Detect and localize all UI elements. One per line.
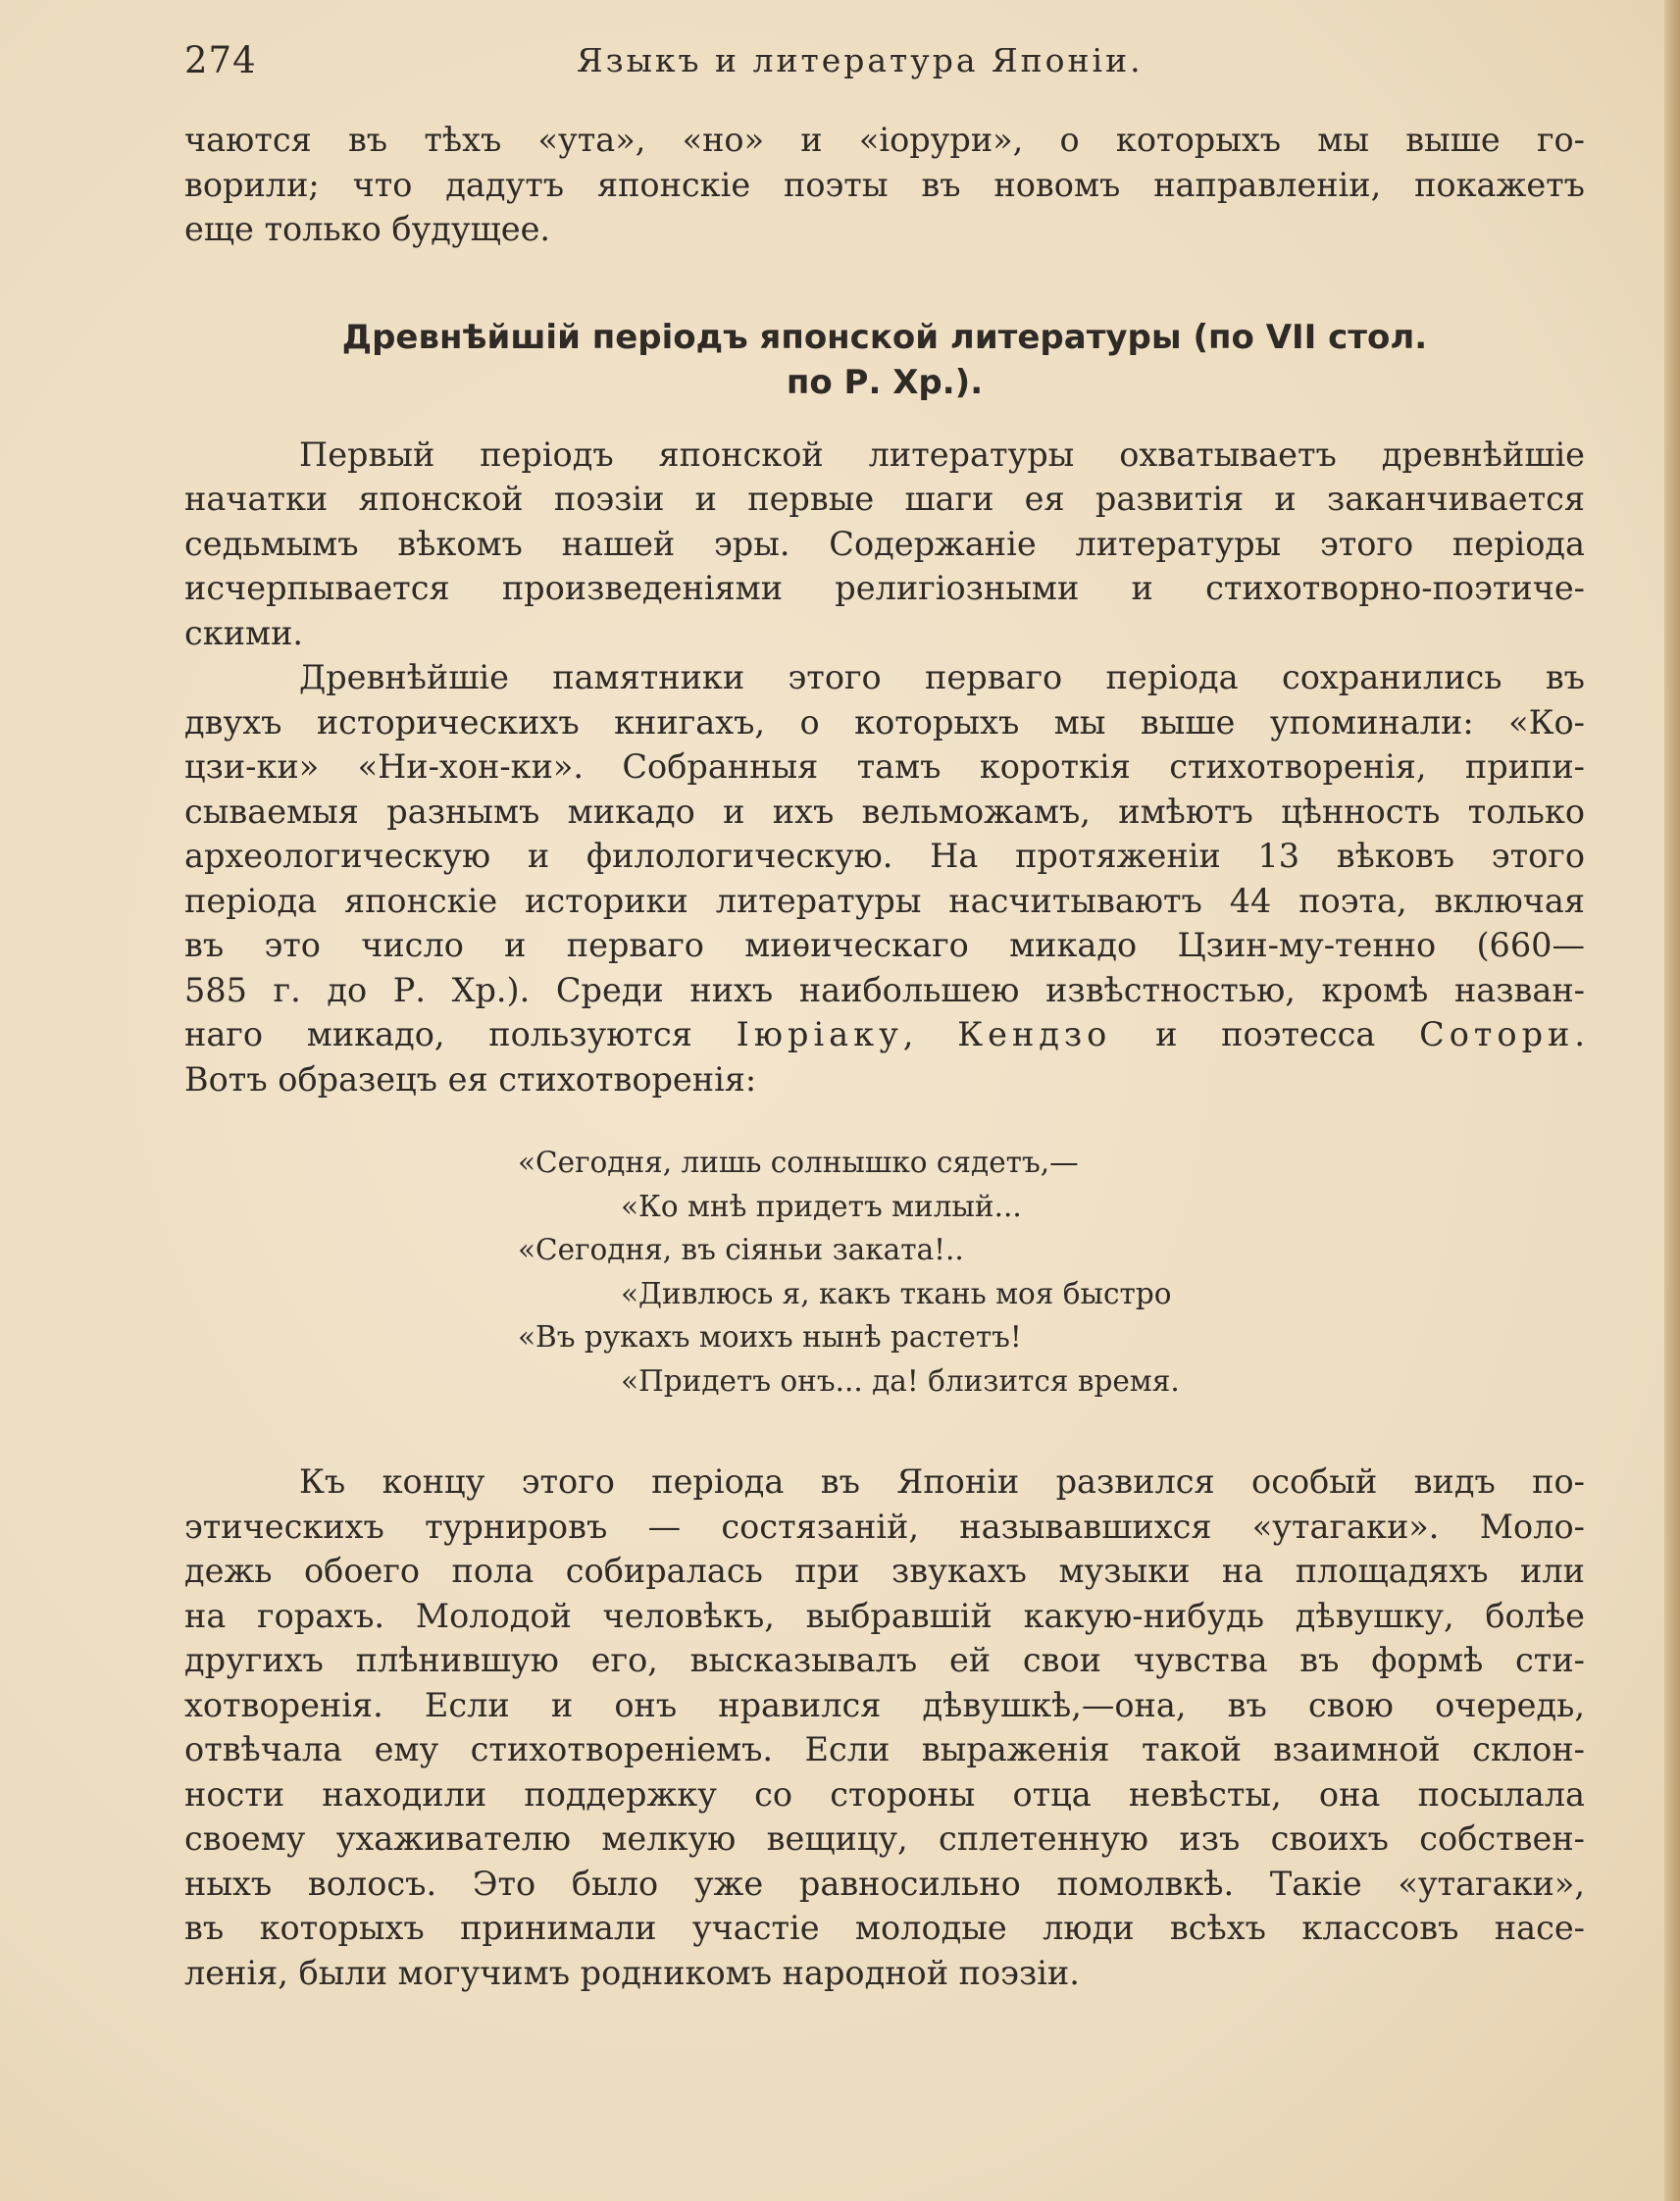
text-line: исчерпывается произведеніями религіозными и стихотворно-поэтиче- bbox=[184, 569, 1585, 607]
page-header bbox=[184, 39, 1585, 88]
poet-name: Сотори bbox=[1419, 1015, 1575, 1053]
poet-name: Іюріаку bbox=[736, 1015, 903, 1053]
text-line: въ это число и перваго миѳическаго микадо Цзин-му-тенно (660— bbox=[184, 926, 1585, 964]
text-line: на горахъ. Молодой человѣкъ, выбравшій какую-нибудь дѣвушку, болѣе bbox=[184, 1596, 1585, 1635]
poem-line: «Въ рукахъ моихъ нынѣ растетъ! bbox=[518, 1320, 1022, 1354]
text-line: скими. bbox=[184, 613, 304, 652]
text-line: еще только будущее. bbox=[184, 210, 551, 248]
line-fragment: и поэтесса bbox=[1111, 1015, 1420, 1053]
text-line: двухъ историческихъ книгахъ, о которыхъ мы выше упоминали: «Ко- bbox=[184, 702, 1585, 742]
text-line: ленія, были могучимъ родникомъ народной поэзіи. bbox=[184, 1953, 1080, 1992]
text-line-with-names bbox=[184, 1012, 1585, 1057]
heading-line: Древнѣйшій періодъ японской литературы (по VII стол. bbox=[341, 317, 1428, 357]
text-line: ности находили поддержку со стороны отца невѣсты, она посылала bbox=[184, 1774, 1585, 1814]
intro-paragraph bbox=[184, 118, 1585, 252]
running-title: Языкъ и литература Японіи. bbox=[577, 41, 1144, 79]
text-line: дежь обоего пола собиралась при звукахъ музыки на площадяхъ или bbox=[184, 1552, 1585, 1590]
text-line: своему ухаживателю мелкую вещицу, сплетенную изъ своихъ собствен- bbox=[184, 1819, 1585, 1858]
text-column bbox=[184, 118, 1585, 1101]
text-line: хотворенія. Если и онъ нравился дѣвушкѣ,—она, въ свою очередь, bbox=[184, 1685, 1585, 1724]
paragraph-1 bbox=[184, 433, 1585, 656]
poem-line: «Сегодня, въ сіяньи заката!.. bbox=[518, 1233, 964, 1266]
poem-line: «Сегодня, лишь солнышко сядетъ,— bbox=[518, 1146, 1079, 1179]
text-line: сываемыя разнымъ микадо и ихъ вельможамъ, имѣютъ цѣнность только bbox=[184, 792, 1585, 831]
text-line: ныхъ волосъ. Это было уже равносильно помолвкѣ. Такіе «утагаки», bbox=[184, 1864, 1585, 1903]
paragraph-3 bbox=[184, 1459, 1585, 1995]
text-line: седьмымъ вѣкомъ нашей эры. Содержаніе литературы этого періода bbox=[184, 524, 1585, 563]
heading-line: по Р. Хр.). bbox=[786, 362, 984, 402]
poet-name: Кендзо bbox=[957, 1015, 1112, 1053]
text-line: Древнѣйшіе памятники этого перваго періода сохранились въ bbox=[299, 658, 1585, 696]
text-line: археологическую и филологическую. На протяженіи 13 вѣковъ этого bbox=[184, 837, 1585, 875]
text-line: 585 г. до Р. Хр.). Среди нихъ наибольшею извѣстностью, кромѣ назван- bbox=[184, 970, 1585, 1009]
paragraph-2 bbox=[184, 655, 1585, 1101]
text-line: ворили; что дадутъ японскіе поэты въ новомъ направленіи, покажетъ bbox=[184, 165, 1585, 204]
poem-line: «Придетъ онъ... да! близится время. bbox=[621, 1363, 1180, 1398]
text-line: Вотъ образецъ ея стихотворенія: bbox=[184, 1059, 757, 1099]
spacer bbox=[184, 252, 1585, 315]
page-edge-shadow bbox=[1664, 0, 1680, 2201]
page-number: 274 bbox=[184, 39, 257, 81]
line-fragment: , bbox=[902, 1015, 958, 1053]
text-line: этическихъ турнировъ — состязаній, называвшихся «утагаки». Моло- bbox=[184, 1507, 1585, 1546]
text-line: отвѣчала ему стихотвореніемъ. Если выраженія такой взаимной склон- bbox=[184, 1730, 1585, 1768]
text-line: періода японскіе историки литературы насчитываютъ 44 поэта, включая bbox=[184, 881, 1585, 920]
line-fragment: . bbox=[1574, 1015, 1585, 1053]
text-line: другихъ плѣнившую его, высказывалъ ей свои чувства въ формѣ сти- bbox=[184, 1641, 1585, 1679]
text-line: чаются въ тѣхъ «ута», «но» и «іорури», о которыхъ мы выше го- bbox=[184, 121, 1585, 159]
line-fragment: наго микадо, пользуются bbox=[184, 1015, 737, 1053]
text-line: въ которыхъ принимали участіе молодые люди всѣхъ классовъ насе- bbox=[184, 1909, 1585, 1947]
section-heading bbox=[184, 315, 1585, 405]
poem-line: «Дивлюсь я, какъ ткань моя быстро bbox=[621, 1276, 1172, 1310]
poem-line: «Ко мнѣ придетъ милый... bbox=[621, 1189, 1022, 1223]
text-line: цзи-ки» «Ни-хон-ки». Собранныя тамъ короткія стихотворенія, припи- bbox=[184, 747, 1585, 786]
spacer bbox=[184, 405, 1585, 433]
poem bbox=[518, 1141, 1597, 1403]
text-line: начатки японской поэзіи и первые шаги ея развитія и заканчивается bbox=[184, 480, 1585, 518]
text-line: Первый періодъ японской литературы охватываетъ древнѣйшіе bbox=[299, 435, 1585, 474]
text-line: Къ концу этого періода въ Японіи развился особый видъ по- bbox=[299, 1462, 1585, 1501]
